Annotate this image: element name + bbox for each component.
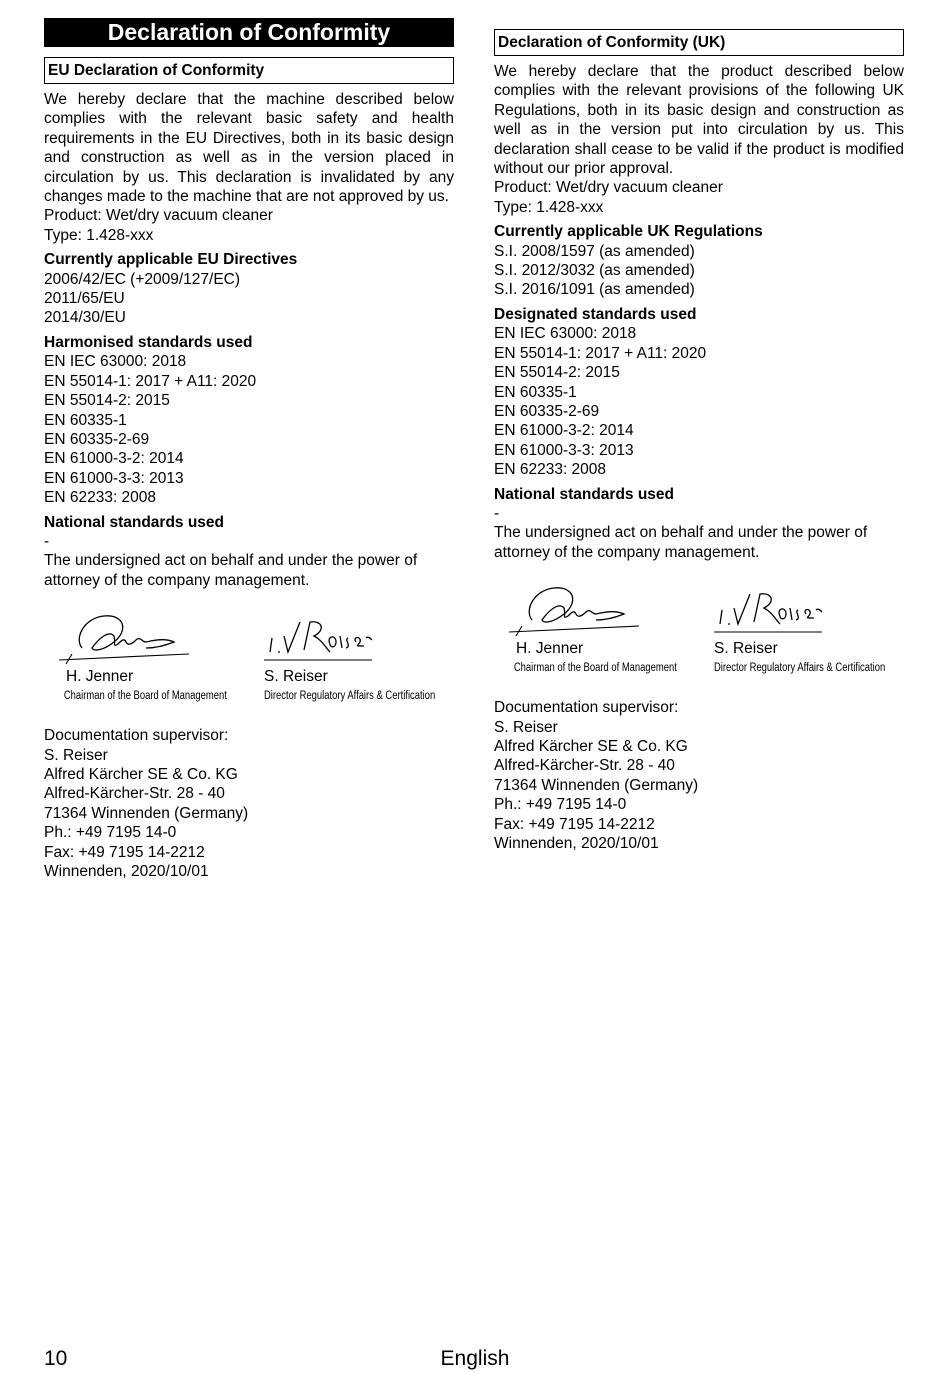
contact-line: Winnenden, 2020/10/01 bbox=[494, 835, 659, 852]
eu-product-line: Product: Wet/dry vacuum cleaner bbox=[44, 207, 273, 225]
eu-type-line: Type: 1.428-xxx bbox=[44, 226, 154, 244]
signatory2-name: S. Reiser bbox=[714, 640, 778, 658]
uk-standard-item: EN 55014-2: 2015 bbox=[494, 364, 620, 382]
contact-line: Ph.: +49 7195 14-0 bbox=[44, 824, 177, 842]
contact-line: 71364 Winnenden (Germany) bbox=[44, 804, 249, 822]
page-title: Declaration of Conformity bbox=[44, 18, 454, 47]
contact-line: Ph.: +49 7195 14-0 bbox=[494, 796, 627, 814]
eu-contact-block bbox=[44, 726, 454, 881]
contact-line: Documentation supervisor: bbox=[494, 699, 679, 717]
signature-jenner bbox=[54, 608, 265, 703]
eu-standards-heading: Harmonised standards used bbox=[44, 333, 253, 351]
contact-line: Alfred-Kärcher-Str. 28 - 40 bbox=[494, 757, 675, 775]
uk-regulations-list bbox=[494, 242, 904, 300]
contact-line: Alfred Kärcher SE & Co. KG bbox=[44, 765, 238, 783]
uk-national-heading: National standards used bbox=[494, 485, 675, 503]
contact-line: Documentation supervisor: bbox=[44, 727, 229, 745]
uk-undersigned-text: The undersigned act on behalf and under the power of attorney of the company management. bbox=[494, 524, 868, 561]
eu-standard-item: EN 61000-3-2: 2014 bbox=[44, 450, 184, 468]
uk-standard-item: EN IEC 63000: 2018 bbox=[494, 325, 637, 343]
contact-line: Fax: +49 7195 14-2212 bbox=[494, 815, 655, 833]
eu-standard-item: EN 55014-2: 2015 bbox=[44, 392, 170, 410]
eu-declaration-column bbox=[44, 18, 454, 881]
signatory1-name: H. Jenner bbox=[66, 668, 134, 686]
page-number: 10 bbox=[44, 1347, 68, 1370]
signature-reiser bbox=[264, 608, 473, 703]
uk-regulations-heading: Currently applicable UK Regulations bbox=[494, 223, 763, 241]
uk-standard-item: EN 60335-2-69 bbox=[494, 402, 600, 420]
eu-standard-item: EN 60335-2-69 bbox=[44, 430, 150, 448]
uk-standard-item: EN 61000-3-2: 2014 bbox=[494, 422, 634, 440]
eu-national-heading: National standards used bbox=[44, 513, 225, 531]
eu-standard-item: EN 60335-1 bbox=[44, 411, 127, 429]
uk-standard-item: EN 60335-1 bbox=[494, 383, 577, 401]
contact-line: S. Reiser bbox=[494, 718, 558, 736]
reiser-signature-icon bbox=[714, 580, 824, 642]
uk-type-line: Type: 1.428-xxx bbox=[494, 198, 604, 216]
uk-standards-list bbox=[494, 324, 904, 479]
uk-signature-block bbox=[494, 580, 904, 698]
eu-signature-block bbox=[44, 608, 454, 726]
eu-standard-item: EN 61000-3-3: 2013 bbox=[44, 469, 184, 487]
eu-intro-paragraph: We hereby declare that the machine described below complies with the relevant basic safety and health requirements in the EU Directives, both in its basic design and construction as well as in the version placed in circulation by us. This declaration is invalidated by any changes made to the machine that are not approved by us. bbox=[44, 91, 454, 206]
footer-language: English bbox=[440, 1347, 510, 1370]
signatory1-name: H. Jenner bbox=[516, 640, 584, 658]
contact-line: S. Reiser bbox=[44, 746, 108, 764]
eu-standard-item: EN IEC 63000: 2018 bbox=[44, 353, 187, 371]
signatory2-name: S. Reiser bbox=[264, 668, 328, 686]
uk-standards-heading: Designated standards used bbox=[494, 305, 697, 323]
eu-section-title: EU Declaration of Conformity bbox=[44, 57, 454, 84]
signature-reiser bbox=[714, 580, 923, 675]
signatory2-role: Director Regulatory Affairs & Certification bbox=[264, 690, 436, 703]
uk-regulation-item: S.I. 2016/1091 (as amended) bbox=[494, 281, 695, 299]
reiser-signature-icon bbox=[264, 608, 374, 670]
contact-line: Alfred Kärcher SE & Co. KG bbox=[494, 737, 688, 755]
eu-standard-item: EN 55014-1: 2017 + A11: 2020 bbox=[44, 372, 257, 390]
eu-national-value: - bbox=[44, 532, 50, 550]
uk-standard-item: EN 61000-3-3: 2013 bbox=[494, 441, 634, 459]
uk-section-title: Declaration of Conformity (UK) bbox=[494, 29, 904, 56]
uk-product-line: Product: Wet/dry vacuum cleaner bbox=[494, 179, 723, 197]
signature-jenner bbox=[504, 580, 715, 675]
uk-standard-item: EN 55014-1: 2017 + A11: 2020 bbox=[494, 344, 707, 362]
contact-line: Alfred-Kärcher-Str. 28 - 40 bbox=[44, 785, 225, 803]
uk-standard-item: EN 62233: 2008 bbox=[494, 461, 607, 479]
contact-line: Fax: +49 7195 14-2212 bbox=[44, 843, 205, 861]
signatory2-role: Director Regulatory Affairs & Certification bbox=[714, 662, 886, 675]
eu-undersigned-text: The undersigned act on behalf and under the power of attorney of the company management. bbox=[44, 552, 418, 589]
contact-line: Winnenden, 2020/10/01 bbox=[44, 863, 209, 880]
eu-directive-item: 2006/42/EC (+2009/127/EC) bbox=[44, 270, 241, 288]
contact-line: 71364 Winnenden (Germany) bbox=[494, 776, 699, 794]
eu-directive-item: 2014/30/EU bbox=[44, 309, 126, 327]
uk-intro-paragraph: We hereby declare that the product described below complies with the relevant provisions of the following UK Regulations, both in its basic design and construction as well as in the version put into circulation by us. This declaration shall cease to be valid if the product is modified without our prior approval. bbox=[494, 63, 904, 178]
uk-regulation-item: S.I. 2008/1597 (as amended) bbox=[494, 242, 695, 260]
eu-standards-list bbox=[44, 352, 454, 507]
jenner-signature-icon bbox=[54, 608, 194, 670]
jenner-signature-icon bbox=[504, 580, 644, 642]
eu-directives-heading: Currently applicable EU Directives bbox=[44, 251, 298, 269]
uk-declaration-column bbox=[494, 29, 904, 853]
uk-contact-block bbox=[494, 698, 904, 853]
uk-national-value: - bbox=[494, 504, 500, 522]
signatory1-role: Chairman of the Board of Management bbox=[513, 662, 677, 675]
eu-directive-item: 2011/65/EU bbox=[44, 290, 125, 308]
eu-standard-item: EN 62233: 2008 bbox=[44, 489, 157, 507]
signatory1-role: Chairman of the Board of Management bbox=[63, 690, 227, 703]
uk-regulation-item: S.I. 2012/3032 (as amended) bbox=[494, 262, 695, 280]
eu-directives-list bbox=[44, 270, 454, 328]
